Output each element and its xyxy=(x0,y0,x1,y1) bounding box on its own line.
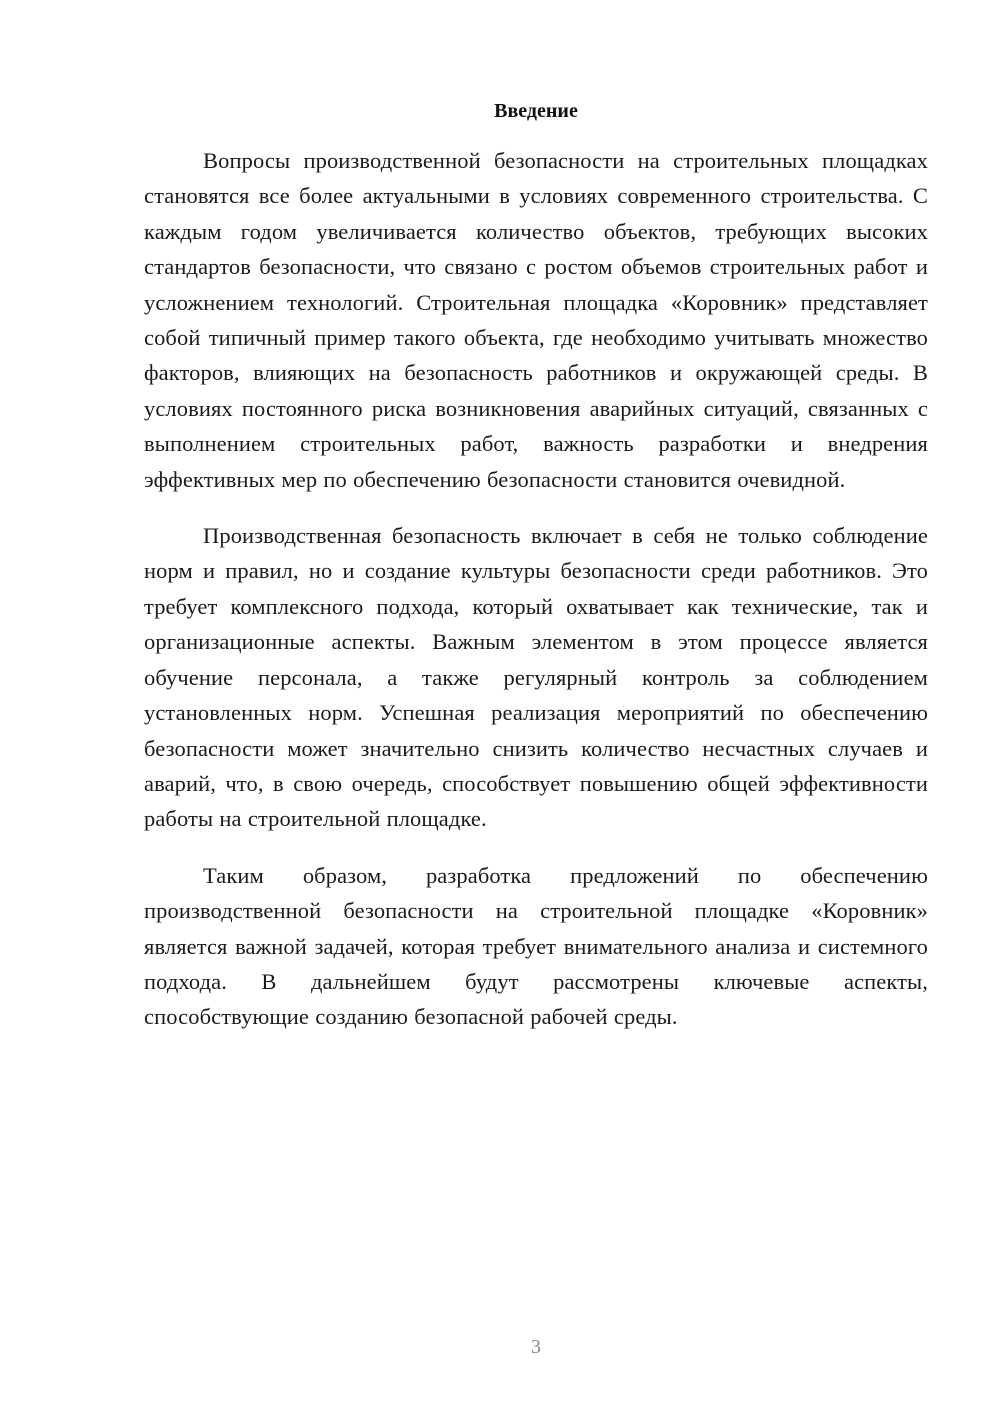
page-number: 3 xyxy=(531,1336,541,1358)
section-heading: Введение xyxy=(494,100,578,122)
paragraph-2: Производственная безопасность включает в себя не только соблюдение норм и правил, но и создание культуры безопасности среди работников. Это требует комплексного подхода, который охватывает как технические, так и организационные аспекты. Важным элементом в этом процессе является обучение персонала, а также регулярный контроль за соблюдением установленных норм. Успешная реализация мероприятий по обеспечению безопасности может значительно снизить количество несчастных случаев и аварий, что, в свою очередь, способствует повышению общей эффективности работы на строительной площадке. xyxy=(144,523,928,832)
paragraph-3: Таким образом, разработка предложений по обеспечению производственной безопасности на строительной площадке «Коровник» является важной задачей, которая требует внимательного анализа и системного подхода. В дальнейшем будут рассмотрены ключевые аспекты, способствующие созданию безопасной рабочей среды. xyxy=(144,862,928,1030)
body-text xyxy=(144,143,928,1035)
paragraph-1: Вопросы производственной безопасности на строительных площадках становятся все более актуальными в условиях современного строительства. С каждым годом увеличивается количество объектов, требующих высоких стандартов безопасности, что связано с ростом объемов строительных работ и усложнением технологий. Строительная площадка «Коровник» представляет собой типичный пример такого объекта, где необходимо учитывать множество факторов, влияющих на безопасность работников и окружающей среды. В условиях постоянного риска возникновения аварийных ситуаций, связанных с выполнением строительных работ, важность разработки и внедрения эффективных мер по обеспечению безопасности становится очевидной. xyxy=(144,148,928,492)
